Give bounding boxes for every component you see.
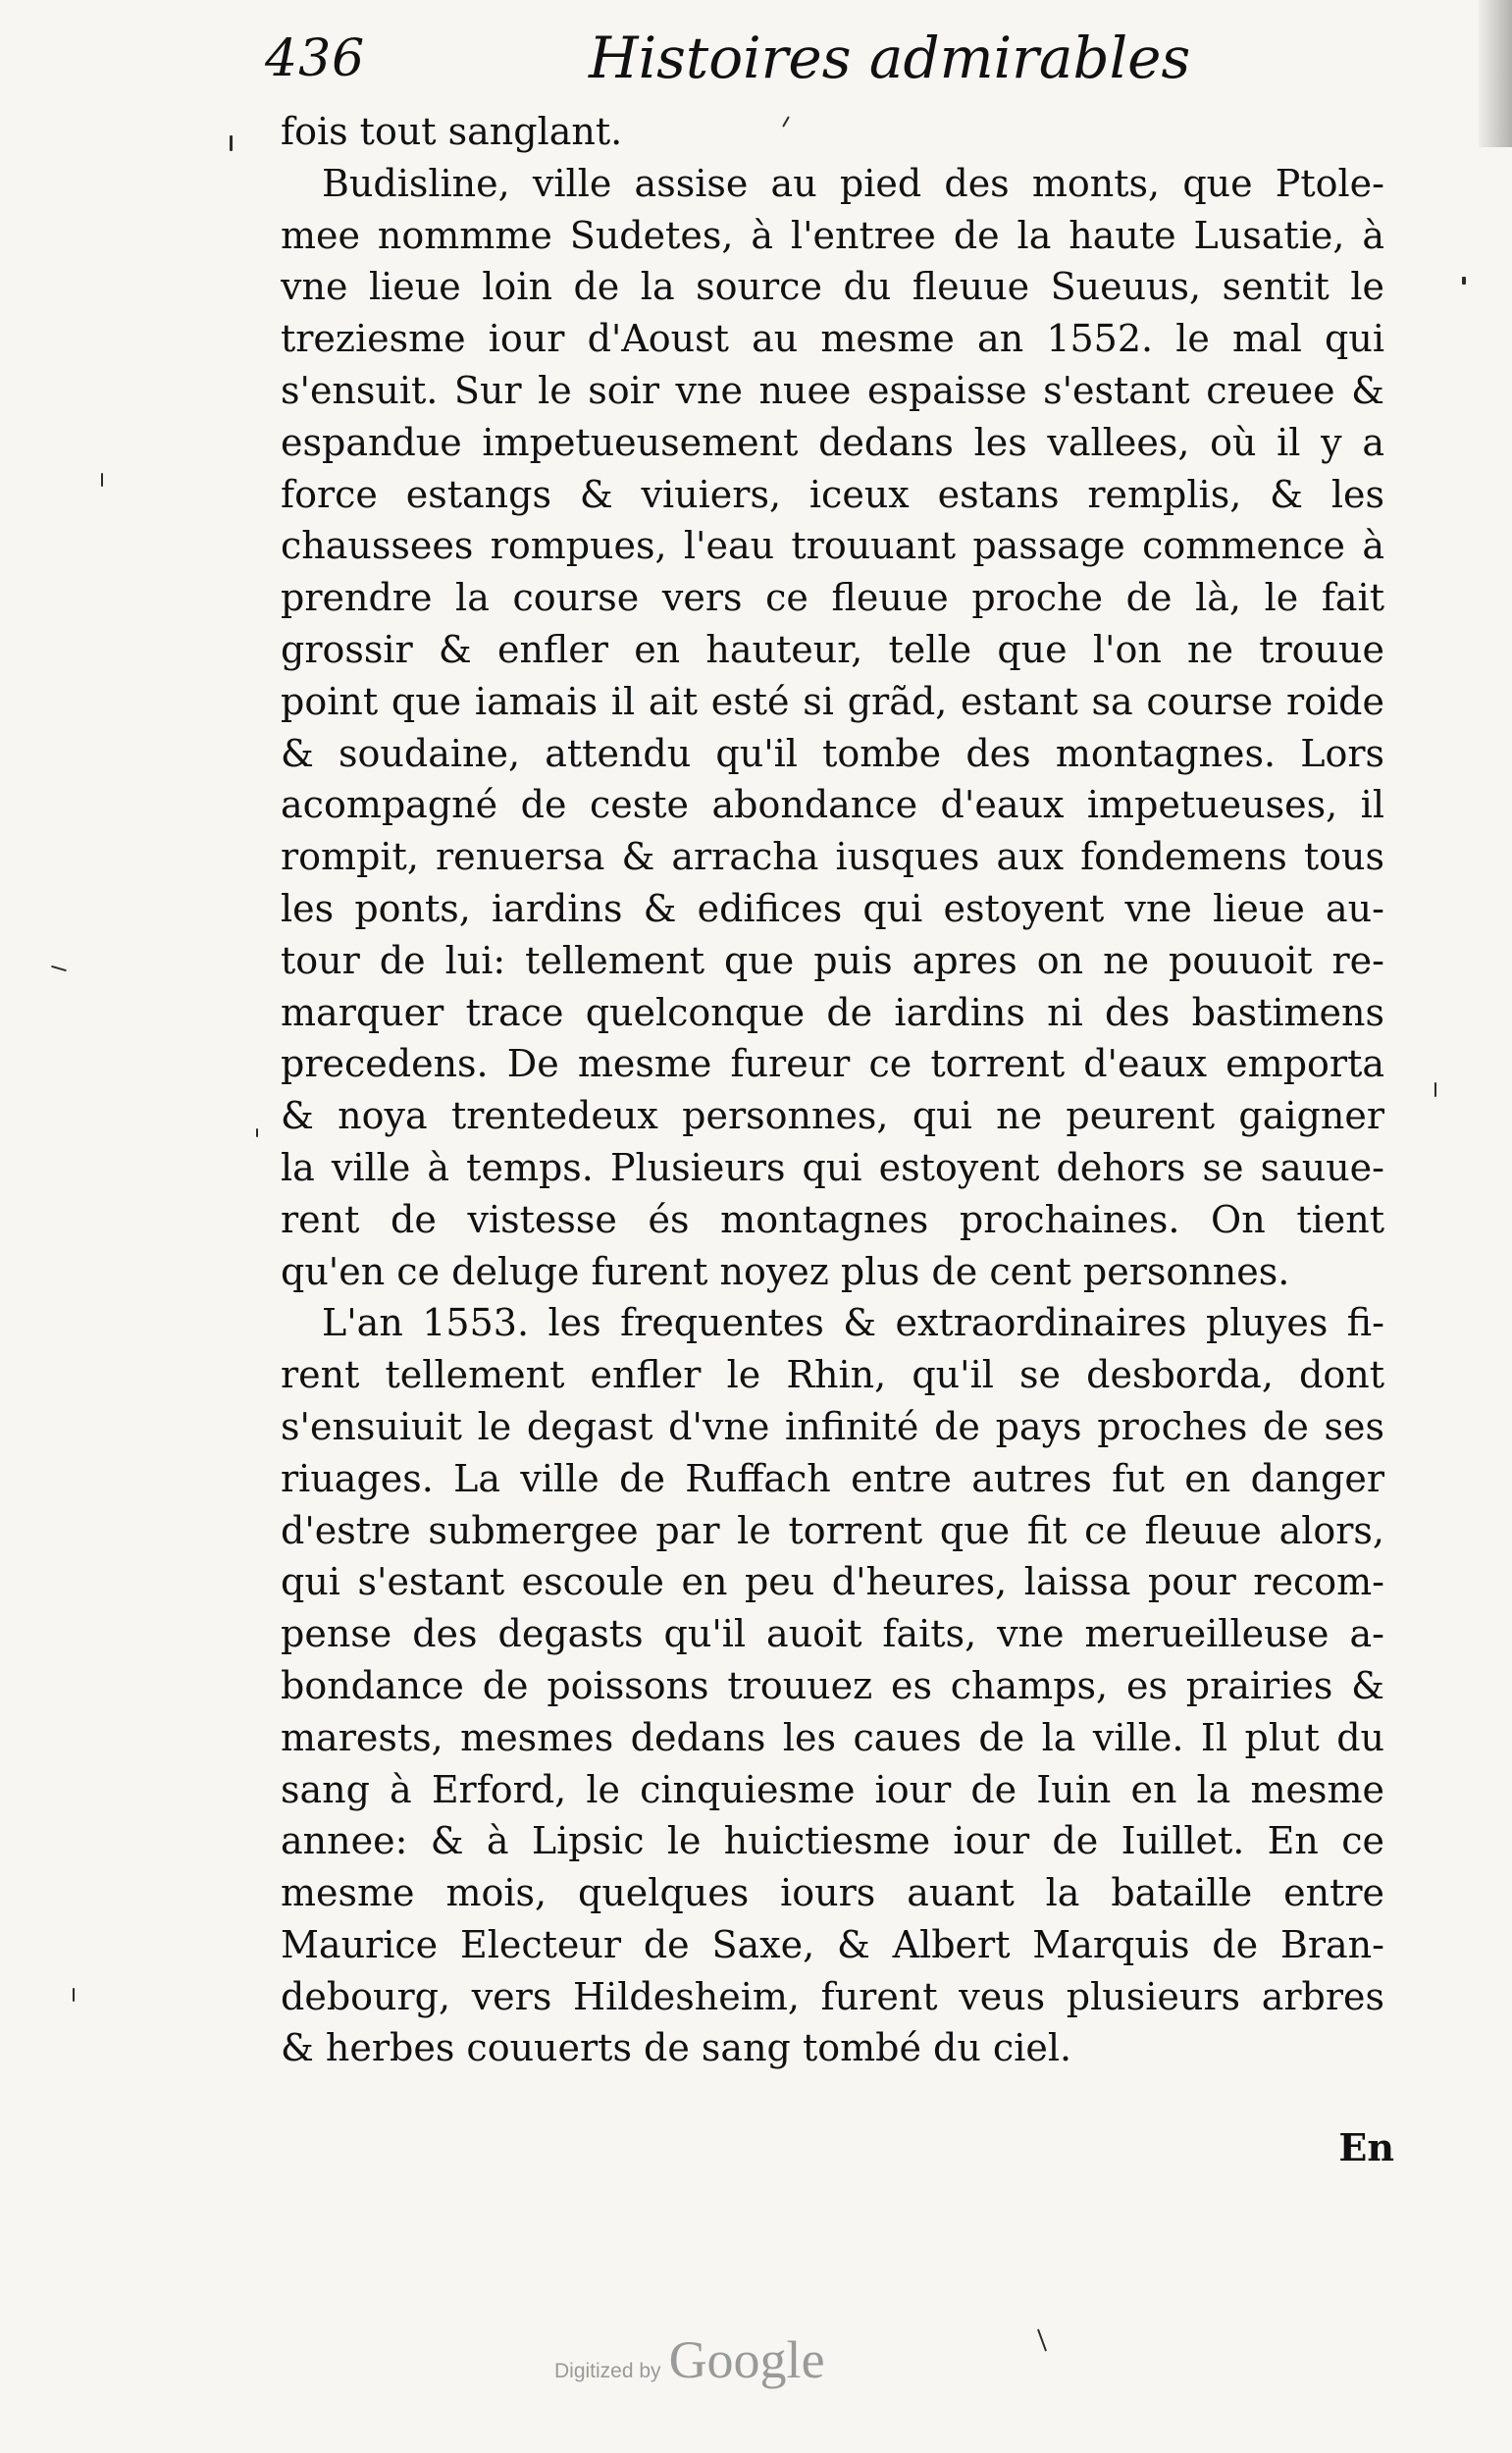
running-head: Histoires admirables: [589, 25, 1191, 91]
text-line: annee: & à Lipsic le huictiesme iour de Iuillet. En ce: [281, 1819, 1384, 1863]
text-line: s'ensuiuit le degast d'vne infinité de pays proches de ses: [281, 1404, 1384, 1448]
text-line: riuages. La ville de Ruffach entre autres fut en danger: [281, 1456, 1384, 1500]
text-line: sang à Erford, le cinquiesme iour de Iuin en la mesme: [281, 1767, 1384, 1811]
margin-mark-1: [230, 135, 233, 151]
text-line: acompagné de ceste abondance d'eaux impetueuses, il: [281, 783, 1384, 827]
text-line: la ville à temps. Plusieurs qui estoyent dehors se sauue-: [281, 1145, 1384, 1189]
margin-mark-3: [1462, 277, 1466, 285]
text-line: qui s'estant escoule en peu d'heures, laissa pour recom-: [281, 1560, 1384, 1604]
text-line: chaussees rompues, l'eau trouuant passage commence à: [281, 524, 1384, 568]
margin-mark-8: [73, 1988, 75, 2002]
text-line: tour de lui: tellement que puis apres on ne pouuoit re-: [281, 938, 1384, 982]
text-line: & herbes couuerts de sang tombé du ciel.: [281, 2026, 1072, 2070]
text-line: force estangs & viuiers, iceux estans remplis, & les: [281, 472, 1384, 516]
digitized-by-label: Digitized by: [554, 2360, 661, 2382]
digitization-watermark: [554, 2330, 825, 2389]
margin-mark-5: [51, 966, 67, 971]
catchword: En: [1338, 2125, 1394, 2169]
text-line: treziesme iour d'Aoust au mesme an 1552. le mal qui: [281, 317, 1384, 361]
text-line: L'an 1553. les frequentes & extraordinaires pluyes fi-: [322, 1301, 1384, 1345]
margin-mark-9: [1037, 2328, 1047, 2351]
page-header: [265, 25, 1191, 116]
text-line: rent tellement enfler le Rhin, qu'il se desborda, dont: [281, 1353, 1384, 1397]
text-line: les ponts, iardins & edifices qui estoyent vne lieue au-: [281, 886, 1384, 930]
page-gutter-shadow: [1479, 0, 1512, 147]
text-line: bondance de poissons trouuez es champs, es prairies &: [281, 1663, 1384, 1707]
text-line: pense des degasts qu'il auoit faits, vne merueilleuse a-: [281, 1612, 1384, 1656]
text-line: debourg, vers Hildesheim, furent veus plusieurs arbres: [281, 1974, 1384, 2018]
margin-mark-6: [1434, 1082, 1436, 1097]
text-line: vne lieue loin de la source du fleuue Sueuus, sentit le: [281, 265, 1384, 309]
text-line: grossir & enfler en hauteur, telle que l'on ne trouue: [281, 627, 1384, 671]
google-wordmark: Google: [668, 2330, 825, 2389]
text-line: prendre la course vers ce fleuue proche de là, le fait: [281, 576, 1384, 620]
text-line: qu'en ce deluge furent noyez plus de cent personnes.: [281, 1249, 1290, 1293]
text-line: point que iamais il ait esté si grãd, estant sa course roide: [281, 679, 1384, 723]
text-line: & soudaine, attendu qu'il tombe des montagnes. Lors: [281, 731, 1384, 775]
text-line: rompit, renuersa & arracha iusques aux fondemens tous: [281, 835, 1384, 879]
text-line: mee nommme Sudetes, à l'entree de la haute Lusatie, à: [281, 213, 1384, 257]
text-line: fois tout sanglant.: [281, 110, 623, 153]
text-line: espandue impetueusement dedans les vallees, où il y a: [281, 420, 1384, 464]
text-line: marests, mesmes dedans les caues de la ville. Il plut du: [281, 1715, 1384, 1759]
margin-mark-4: [101, 473, 103, 487]
text-line: d'estre submergee par le torrent que fit ce fleuue alors,: [281, 1508, 1384, 1552]
text-line: & noya trentedeux personnes, qui ne peurent gaigner: [281, 1094, 1384, 1138]
main-text-block: [281, 106, 1384, 2074]
page-number: 436: [265, 29, 366, 88]
text-line: marquer trace quelconque de iardins ni des bastimens: [281, 990, 1384, 1034]
text-line: mesme mois, quelques iours auant la bataille entre: [281, 1871, 1384, 1915]
text-line: Maurice Electeur de Saxe, & Albert Marquis de Bran-: [281, 1922, 1384, 1966]
text-line: rent de vistesse és montagnes prochaines. On tient: [281, 1197, 1384, 1241]
margin-mark-7: [256, 1128, 258, 1137]
text-line: precedens. De mesme fureur ce torrent d'eaux emporta: [281, 1042, 1384, 1086]
text-line: s'ensuit. Sur le soir vne nuee espaisse s'estant creuee &: [281, 368, 1384, 412]
text-line: Budisline, ville assise au pied des monts, que Ptole-: [322, 161, 1384, 205]
